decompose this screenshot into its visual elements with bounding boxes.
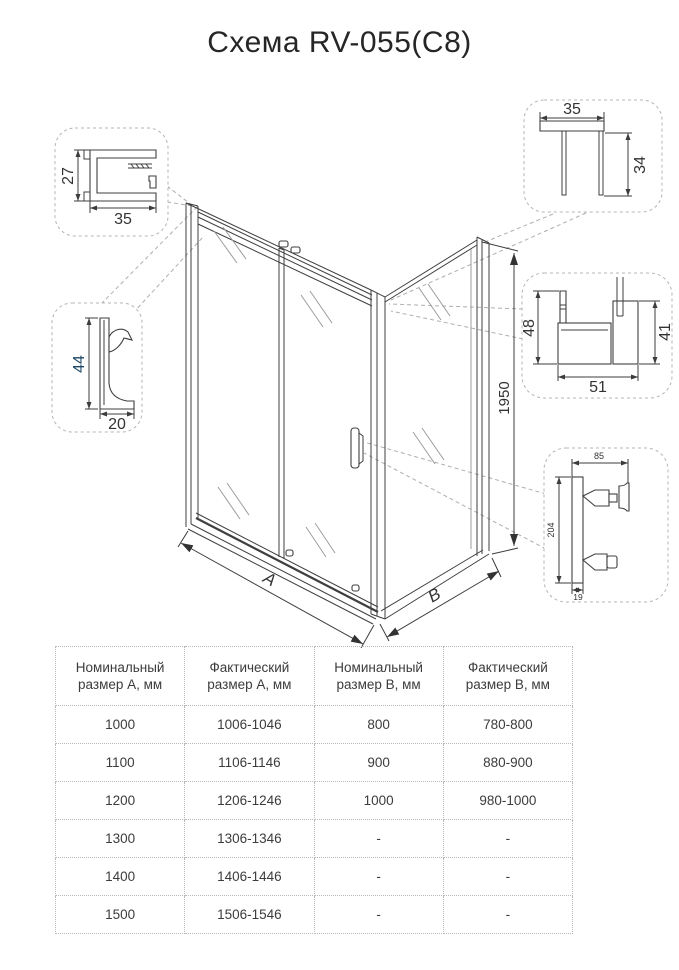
table-cell: -: [443, 896, 572, 934]
table-cell: 800: [314, 706, 443, 744]
column-header-actual-a: Фактический размер А, мм: [185, 647, 314, 706]
page-title: Схема RV-055(C8): [207, 26, 472, 59]
side-panel-top-edge: [385, 240, 477, 302]
handle-height-label: 204: [546, 522, 556, 538]
wall-profile-top-width-label: 35: [114, 211, 132, 228]
dimension-height: [482, 242, 518, 554]
table-row: [56, 706, 573, 744]
bottom-rail-left-height-label: 48: [521, 319, 538, 337]
profile-main-box: [558, 323, 611, 364]
dimension-line: [387, 571, 499, 637]
table-cell: 1000: [56, 706, 185, 744]
table-row: [56, 744, 573, 782]
door-mullion: [279, 248, 284, 559]
table-cell: -: [314, 820, 443, 858]
table-cell: 780-800: [443, 706, 572, 744]
glass-reflections: [214, 227, 450, 557]
corner-post: [371, 290, 385, 619]
column-header-nominal-a: Номинальный размер А, мм: [56, 647, 185, 706]
height-label: 1950: [496, 381, 513, 415]
column-header-nominal-b: Номинальный размер В, мм: [314, 647, 443, 706]
table-cell: 1506-1546: [185, 896, 314, 934]
callout-top-rail-profile: [524, 100, 662, 212]
handle-flange: [619, 483, 629, 511]
callout-bubble: [544, 448, 668, 602]
callout-bubble: [524, 100, 662, 212]
table-cell: 1400: [56, 858, 185, 896]
bottom-guide: [352, 585, 359, 591]
handle-width-label: 85: [593, 451, 605, 461]
table-cell: -: [314, 896, 443, 934]
table-row: [56, 896, 573, 934]
wall-profile-side-height-label: 44: [71, 355, 88, 373]
table-cell: 1300: [56, 820, 185, 858]
table-cell: 900: [314, 744, 443, 782]
leader-lines: [101, 186, 586, 549]
callout-bottom-rail-profile: [521, 273, 674, 398]
table-cell: 1406-1446: [185, 858, 314, 896]
table-cell: -: [443, 858, 572, 896]
profile-hook: [149, 176, 156, 188]
profile-upright: [560, 291, 566, 323]
bottom-rail-width-label: 51: [589, 379, 607, 396]
size-table: [55, 646, 573, 934]
table-cell: 1006-1046: [185, 706, 314, 744]
top-roller: [279, 241, 288, 247]
bottom-guide: [286, 550, 293, 556]
width-a-label: A: [260, 568, 280, 591]
profile-section: [540, 121, 604, 131]
table-cell: 1200: [56, 782, 185, 820]
callout-wall-profile-side: [52, 303, 142, 433]
wall-profile-top-height-label: 27: [60, 167, 77, 185]
top-roller: [291, 247, 300, 253]
bottom-track: [196, 518, 378, 612]
table-cell: 980-1000: [443, 782, 572, 820]
bottom-rail-right-height-label: 41: [657, 323, 674, 341]
top-rail-width-label: 35: [563, 101, 581, 118]
dimension-b: [380, 558, 501, 641]
width-b-label: B: [424, 584, 444, 607]
column-header-actual-b: Фактический размер В, мм: [443, 647, 572, 706]
handle-depth-label: 19: [573, 592, 583, 602]
callout-bubble: [52, 303, 142, 432]
handle-top-stem: [609, 494, 617, 502]
table-cell: 1500: [56, 896, 185, 934]
table-row: [56, 782, 573, 820]
table-cell: 1206-1246: [185, 782, 314, 820]
door-handle: [351, 428, 363, 468]
wall-profile-left: [186, 203, 198, 527]
table-cell: 1100: [56, 744, 185, 782]
top-rail-height-label: 34: [632, 156, 649, 174]
table-cell: 1000: [314, 782, 443, 820]
enclosure-drawing: [186, 203, 489, 624]
table-cell: -: [314, 858, 443, 896]
callout-handle-profile: [544, 448, 668, 602]
table-cell: 1106-1146: [185, 744, 314, 782]
callout-wall-profile-top: [55, 128, 168, 236]
table-cell: -: [443, 820, 572, 858]
handle-bottom-cap: [607, 556, 617, 568]
table-cell: 1306-1346: [185, 820, 314, 858]
side-panel-right-profile: [477, 237, 489, 556]
wall-profile-side-width-label: 20: [108, 416, 126, 433]
leader-line: [101, 186, 586, 549]
table-row: [56, 820, 573, 858]
table-header-row: [56, 647, 573, 706]
handle-bar: [572, 477, 583, 583]
table-cell: 880-900: [443, 744, 572, 782]
table-row: [56, 858, 573, 896]
